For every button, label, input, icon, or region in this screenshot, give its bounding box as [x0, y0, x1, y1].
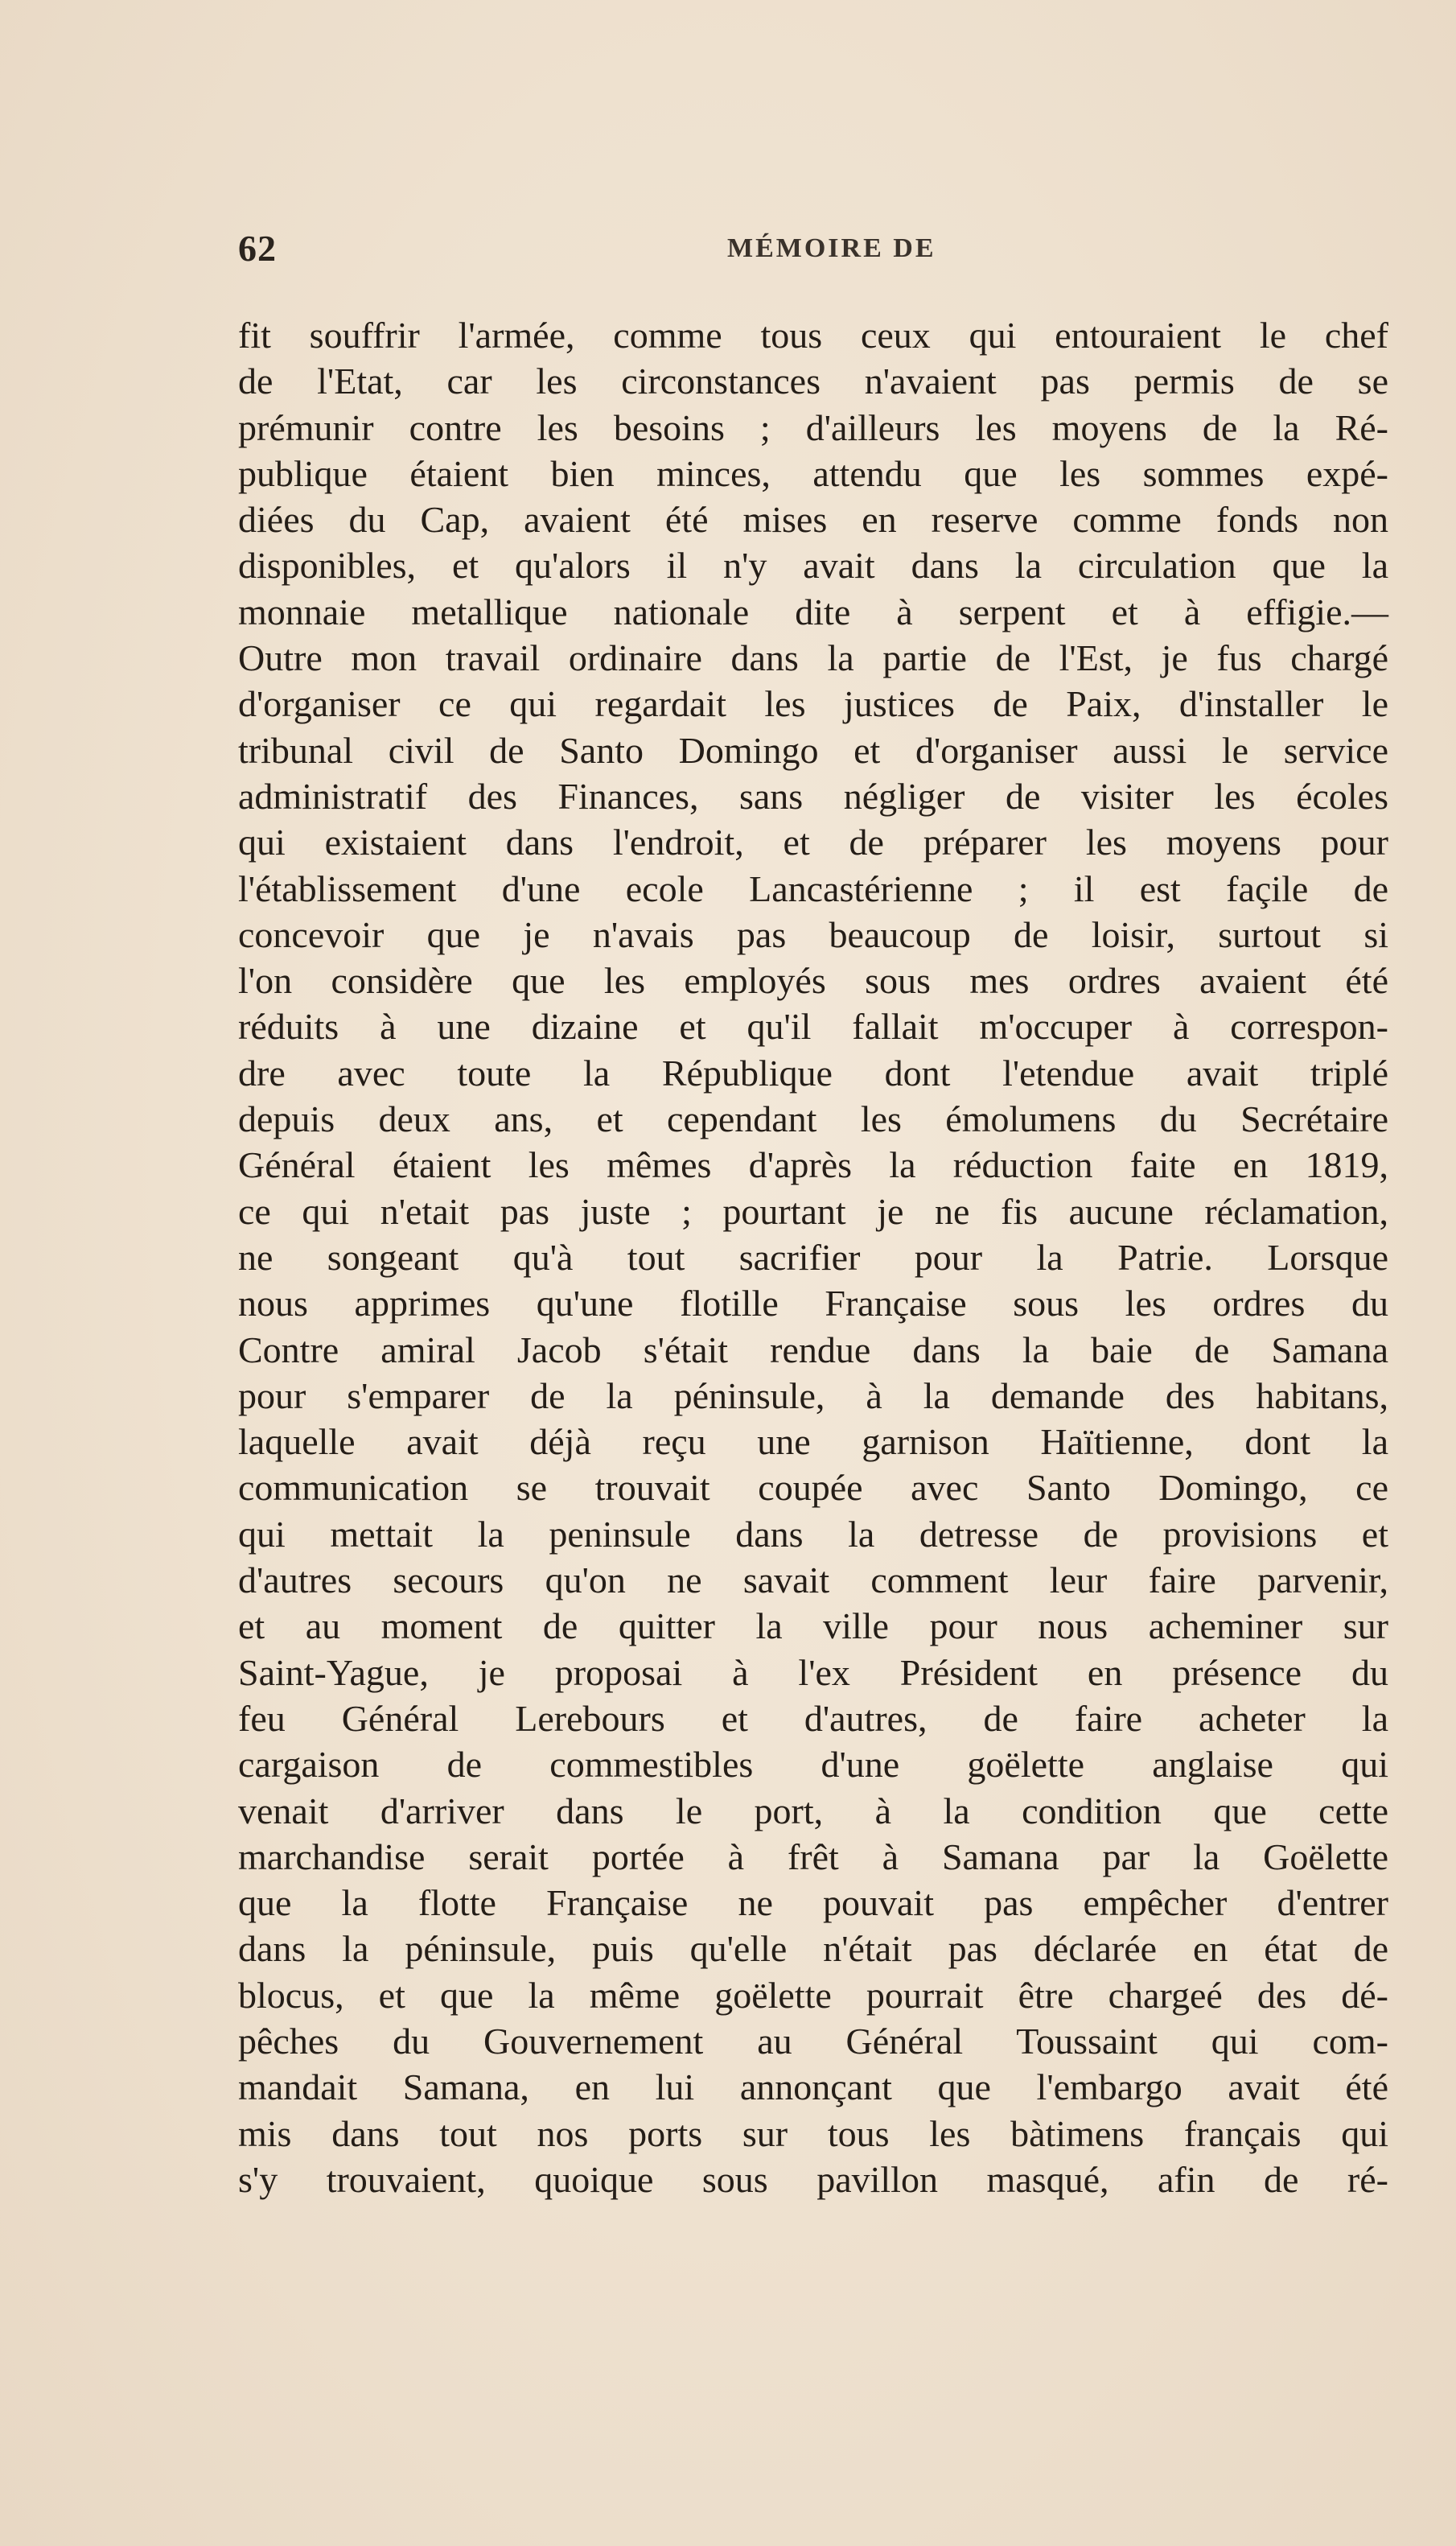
- text-line: ne songeant qu'à tout sacrifier pour la Patrie. Lorsque: [238, 1236, 1388, 1278]
- text-line: fit souffrir l'armée, comme tous ceux qui entouraient le chef: [238, 315, 1388, 356]
- text-line: cargaison de commestibles d'une goëlette anglaise qui: [238, 1744, 1388, 1786]
- page-number: 62: [238, 228, 277, 269]
- text-line: Outre mon travail ordinaire dans la partie de l'Est, je fus chargé: [238, 637, 1388, 679]
- text-line: Saint-Yague, je proposai à l'ex Président en présence du: [238, 1651, 1388, 1693]
- text-line: d'autres secours qu'on ne savait comment leur faire parvenir,: [238, 1559, 1388, 1601]
- text-line: et au moment de quitter la ville pour nous acheminer sur: [238, 1605, 1388, 1647]
- text-line: qui existaient dans l'endroit, et de préparer les moyens pour: [238, 822, 1388, 863]
- text-line: qui mettait la peninsule dans la detresse de provisions et: [238, 1513, 1388, 1555]
- text-line: feu Général Lerebours et d'autres, de faire acheter la: [238, 1697, 1388, 1739]
- text-line: laquelle avait déjà reçu une garnison Haïtienne, dont la: [238, 1421, 1388, 1463]
- body-text: [238, 312, 1388, 2202]
- text-line: communication se trouvait coupée avec Santo Domingo, ce: [238, 1467, 1388, 1509]
- text-line: tribunal civil de Santo Domingo et d'organiser aussi le service: [238, 729, 1388, 771]
- text-line: l'on considère que les employés sous mes ordres avaient été: [238, 960, 1388, 1002]
- text-line: marchandise serait portée à frêt à Samana par la Goëlette: [238, 1835, 1388, 1877]
- text-line: d'organiser ce qui regardait les justices de Paix, d'installer le: [238, 683, 1388, 725]
- text-line: mandait Samana, en lui annonçant que l'embargo avait été: [238, 2066, 1388, 2108]
- text-line: l'établissement d'une ecole Lancastérienne ; il est façile de: [238, 867, 1388, 909]
- text-line: monnaie metallique nationale dite à serpent et à effigie.—: [238, 591, 1388, 632]
- text-line: prémunir contre les besoins ; d'ailleurs les moyens de la Ré-: [238, 406, 1388, 448]
- text-line: ce qui n'etait pas juste ; pourtant je ne fis aucune réclamation,: [238, 1190, 1388, 1232]
- text-line: dans la péninsule, puis qu'elle n'était pas déclarée en état de: [238, 1928, 1388, 1970]
- text-line: publique étaient bien minces, attendu que les sommes expé-: [238, 452, 1388, 494]
- text-line: s'y trouvaient, quoique sous pavillon masqué, afin de ré-: [238, 2158, 1388, 2200]
- text-line: pour s'emparer de la péninsule, à la demande des habitans,: [238, 1374, 1388, 1416]
- text-line: concevoir que je n'avais pas beaucoup de loisir, surtout si: [238, 913, 1388, 955]
- text-line: nous apprimes qu'une flotille Française sous les ordres du: [238, 1283, 1388, 1324]
- text-line: mis dans tout nos ports sur tous les bàtimens français qui: [238, 2112, 1388, 2154]
- text-line: Contre amiral Jacob s'était rendue dans la baie de Samana: [238, 1329, 1388, 1370]
- text-line: depuis deux ans, et cependant les émolumens du Secrétaire: [238, 1098, 1388, 1140]
- text-line: administratif des Finances, sans négliger de visiter les écoles: [238, 775, 1388, 817]
- text-line: dre avec toute la République dont l'etendue avait triplé: [238, 1052, 1388, 1094]
- text-line: Général étaient les mêmes d'après la réduction faite en 1819,: [238, 1144, 1388, 1186]
- page-header: [238, 227, 1388, 275]
- running-head: MÉMOIRE DE: [727, 233, 936, 263]
- text-line: diées du Cap, avaient été mises en reserve comme fonds non: [238, 499, 1388, 541]
- text-line: venait d'arriver dans le port, à la condition que cette: [238, 1790, 1388, 1831]
- text-line: que la flotte Française ne pouvait pas empêcher d'entrer: [238, 1882, 1388, 1924]
- text-line: réduits à une dizaine et qu'il fallait m'occuper à correspon-: [238, 1006, 1388, 1048]
- text-line: de l'Etat, car les circonstances n'avaient pas permis de se: [238, 360, 1388, 402]
- text-line: blocus, et que la même goëlette pourrait être chargeé des dé-: [238, 1974, 1388, 2016]
- text-line: disponibles, et qu'alors il n'y avait dans la circulation que la: [238, 545, 1388, 587]
- text-line: pêches du Gouvernement au Général Toussaint qui com-: [238, 2020, 1388, 2062]
